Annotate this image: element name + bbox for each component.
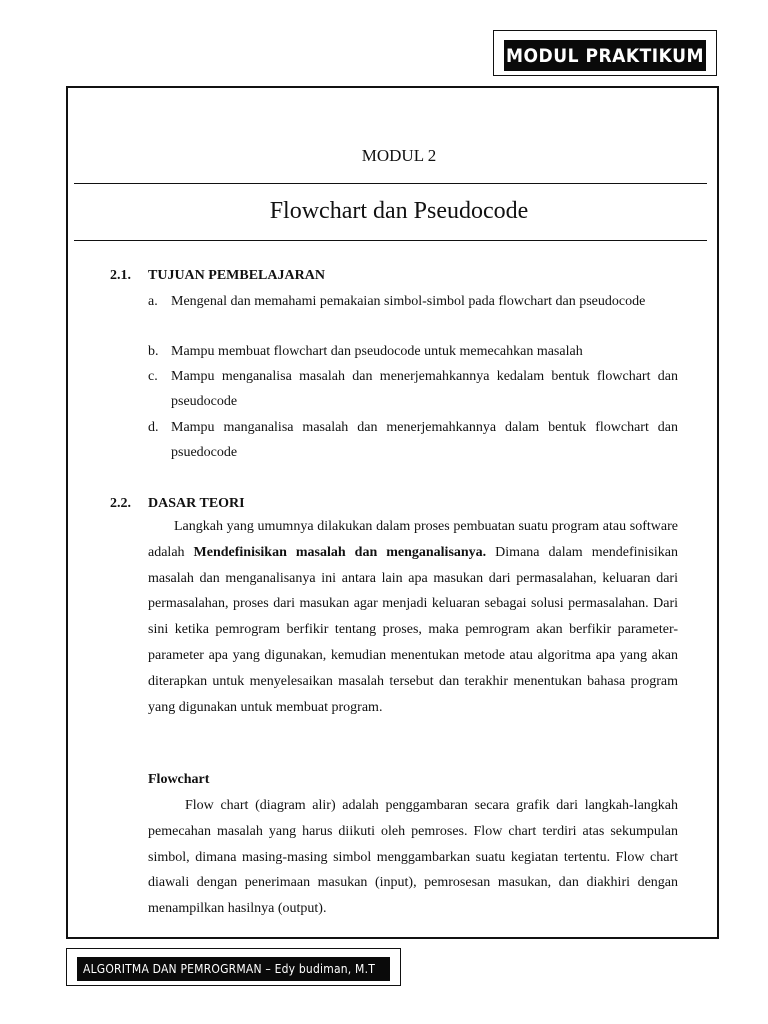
section-number: 2.1. xyxy=(110,268,131,283)
footer-badge xyxy=(66,948,401,986)
paragraph-text: Dimana dalam mendefinisikan masalah dan menganalisanya ini antara lain apa masukan dari permasalahan, keluaran dari permasalahan, proses dari masukan agar menjadi keluaran sebagai solusi permasalahan. Dari sini ketika pemrogram berfikir tentang proses, maka pemrogram akan berfikir parameter-parameter apa yang digunakan, kemudian menentukan metode atau algoritma apa yang akan diterapkan untuk menyelesaikan masalah tersebut dan terakhir menentukan bahasa program yang digunakan untuk membuat program. xyxy=(148,544,679,715)
footer-label: ALGORITMA DAN PEMROGRMAN – Edy budiman, M.T xyxy=(77,957,390,981)
list-marker: a. xyxy=(148,294,158,309)
section-title: TUJUAN PEMBELAJARAN xyxy=(148,268,325,283)
list-item: Mampu menganalisa masalah dan menerjemahkannya kedalam bentuk flowchart dan pseudocode xyxy=(171,369,678,409)
body-paragraph xyxy=(148,514,678,720)
bottom-rule xyxy=(74,240,707,241)
subsection-heading: Flowchart xyxy=(148,772,210,787)
page-title: Flowchart dan Pseudocode xyxy=(269,198,529,224)
module-label: MODUL 2 xyxy=(361,146,437,165)
list-marker: d. xyxy=(148,420,159,435)
top-rule xyxy=(74,183,707,184)
section-number: 2.2. xyxy=(110,496,131,511)
list-item: Mengenal dan memahami pemakaian simbol-simbol pada flowchart dan pseudocode xyxy=(171,294,646,309)
header-label: MODUL PRAKTIKUM xyxy=(504,40,706,71)
list-marker: c. xyxy=(148,369,158,384)
list-marker: b. xyxy=(148,344,159,359)
list-item: Mampu manganalisa masalah dan menerjemahkannya dalam bentuk flowchart dan psuedocode xyxy=(171,420,678,460)
section-title: DASAR TEORI xyxy=(148,496,245,511)
flowchart-paragraph: Flow chart (diagram alir) adalah penggambaran secara grafik dari langkah-langkah pemecahan masalah yang harus diikuti oleh pemroses. Flow chart terdiri atas sekumpulan simbol, dimana masing-masing simbol menggambarkan suatu kegiatan tertentu. Flow chart diawali dengan penerimaan masukan (input), pemrosesan masukan, dan diakhiri dengan menampilkan hasilnya (output). xyxy=(148,798,678,917)
paragraph-bold-text: Mendefinisikan masalah dan menganalisanya. xyxy=(193,544,487,560)
paragraph-text: Langkah yang umumnya dilakukan dalam proses pembuatan suatu program atau software adalah xyxy=(148,519,678,560)
list-item: Mampu membuat flowchart dan pseudocode untuk memecahkan masalah xyxy=(171,344,583,359)
